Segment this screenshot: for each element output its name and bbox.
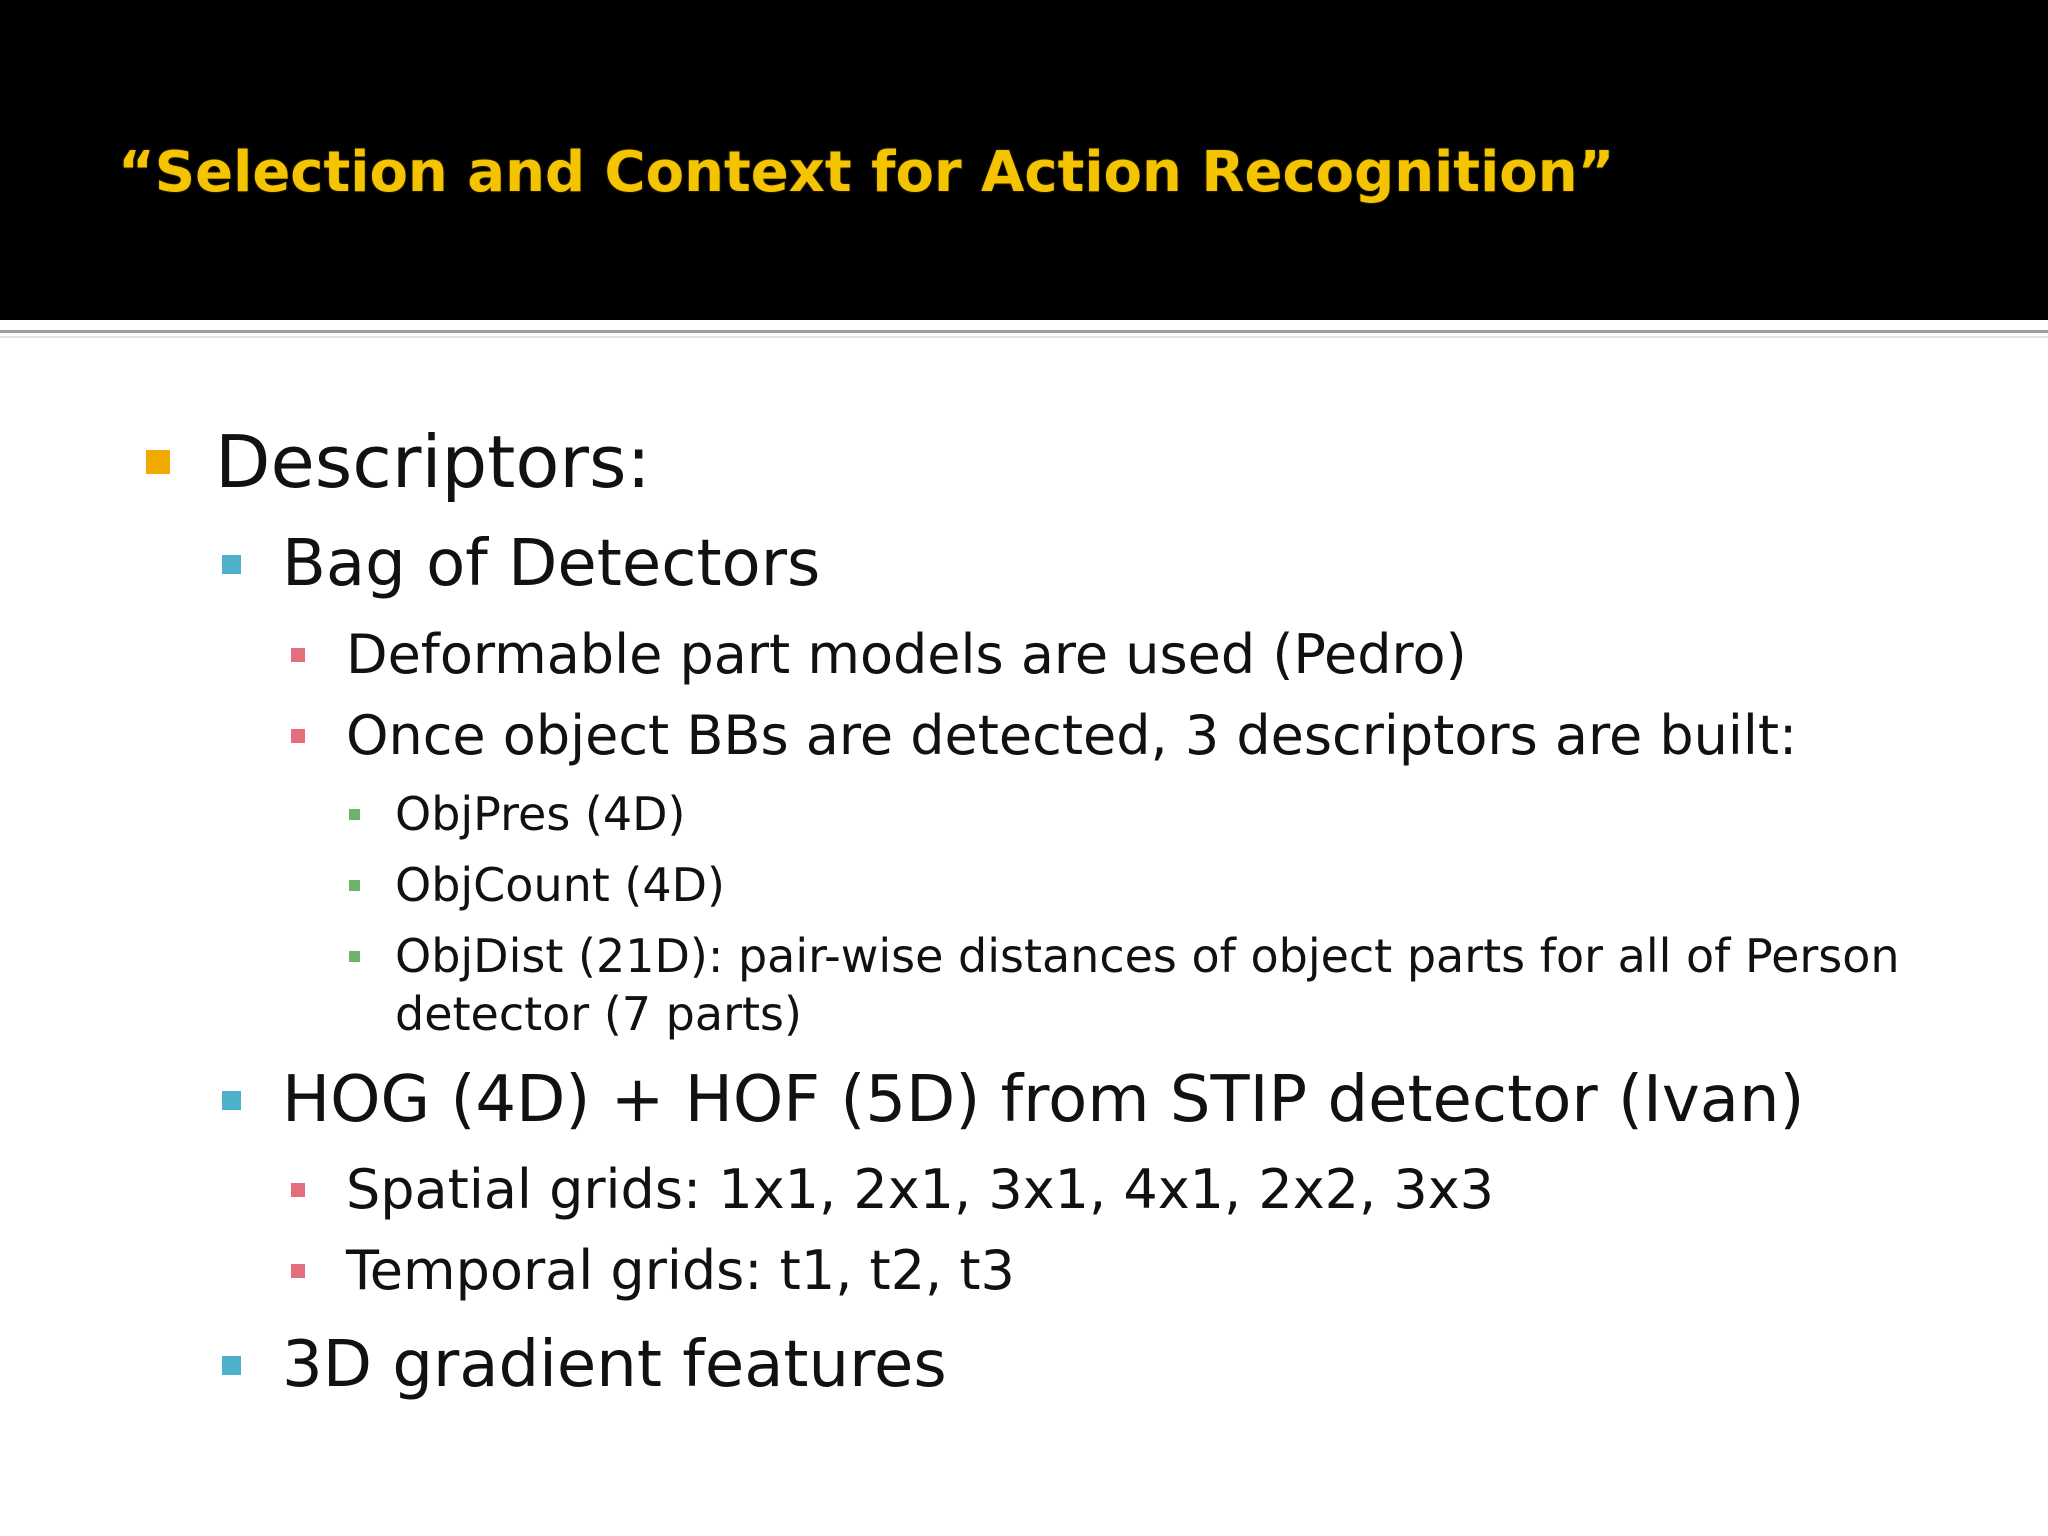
- bullet-objdist: [349, 927, 1900, 1043]
- bullet-marker-square: [146, 450, 170, 474]
- bullet-marker-square: [349, 809, 360, 820]
- bullet-bag-of-detectors: [222, 525, 820, 603]
- bullet-text: Deformable part models are used (Pedro): [346, 623, 1467, 686]
- bullet-hog-hof: [222, 1061, 1804, 1139]
- title-divider-shadow: [0, 336, 2048, 338]
- bullet-marker-square: [222, 555, 241, 574]
- title-divider: [0, 330, 2048, 333]
- bullet-marker-square: [222, 1091, 241, 1110]
- bullet-temporal-grids: [291, 1238, 1015, 1304]
- bullet-text: HOG (4D) + HOF (5D) from STIP detector (Ivan): [282, 1063, 1805, 1137]
- bullet-marker-square: [349, 951, 360, 962]
- bullet-text: Temporal grids: t1, t2, t3: [346, 1239, 1015, 1302]
- bullet-text: Once object BBs are detected, 3 descriptors are built:: [346, 704, 1798, 767]
- bullet-deformable-part-models: [291, 622, 1467, 688]
- bullet-text-line-2: detector (7 parts): [395, 987, 802, 1041]
- bullet-text: [395, 927, 1900, 1043]
- bullet-text-line-1: ObjDist (21D): pair-wise distances of object parts for all of Person: [395, 929, 1900, 983]
- bullet-marker-square: [291, 1264, 305, 1278]
- bullet-marker-square: [349, 880, 360, 891]
- bullet-spatial-grids: [291, 1157, 1494, 1223]
- title-bar: [0, 0, 2048, 320]
- bullet-marker-square: [222, 1356, 241, 1375]
- bullet-text: Bag of Detectors: [282, 527, 821, 601]
- bullet-text: Descriptors:: [215, 420, 651, 504]
- bullet-marker-square: [291, 648, 305, 662]
- bullet-3d-gradient: [222, 1326, 947, 1404]
- bullet-marker-square: [291, 729, 305, 743]
- bullet-text: ObjPres (4D): [395, 787, 686, 841]
- bullet-marker-square: [291, 1183, 305, 1197]
- bullet-objcount: [349, 856, 725, 914]
- slide-title: “Selection and Context for Action Recognition”: [118, 140, 1615, 205]
- bullet-text: Spatial grids: 1x1, 2x1, 3x1, 4x1, 2x2, 3x3: [346, 1158, 1495, 1221]
- bullet-text: ObjCount (4D): [395, 858, 725, 912]
- bullet-text: 3D gradient features: [282, 1328, 947, 1402]
- bullet-once-object: [291, 703, 1797, 769]
- bullet-objpres: [349, 785, 686, 843]
- bullet-descriptors: [146, 420, 651, 504]
